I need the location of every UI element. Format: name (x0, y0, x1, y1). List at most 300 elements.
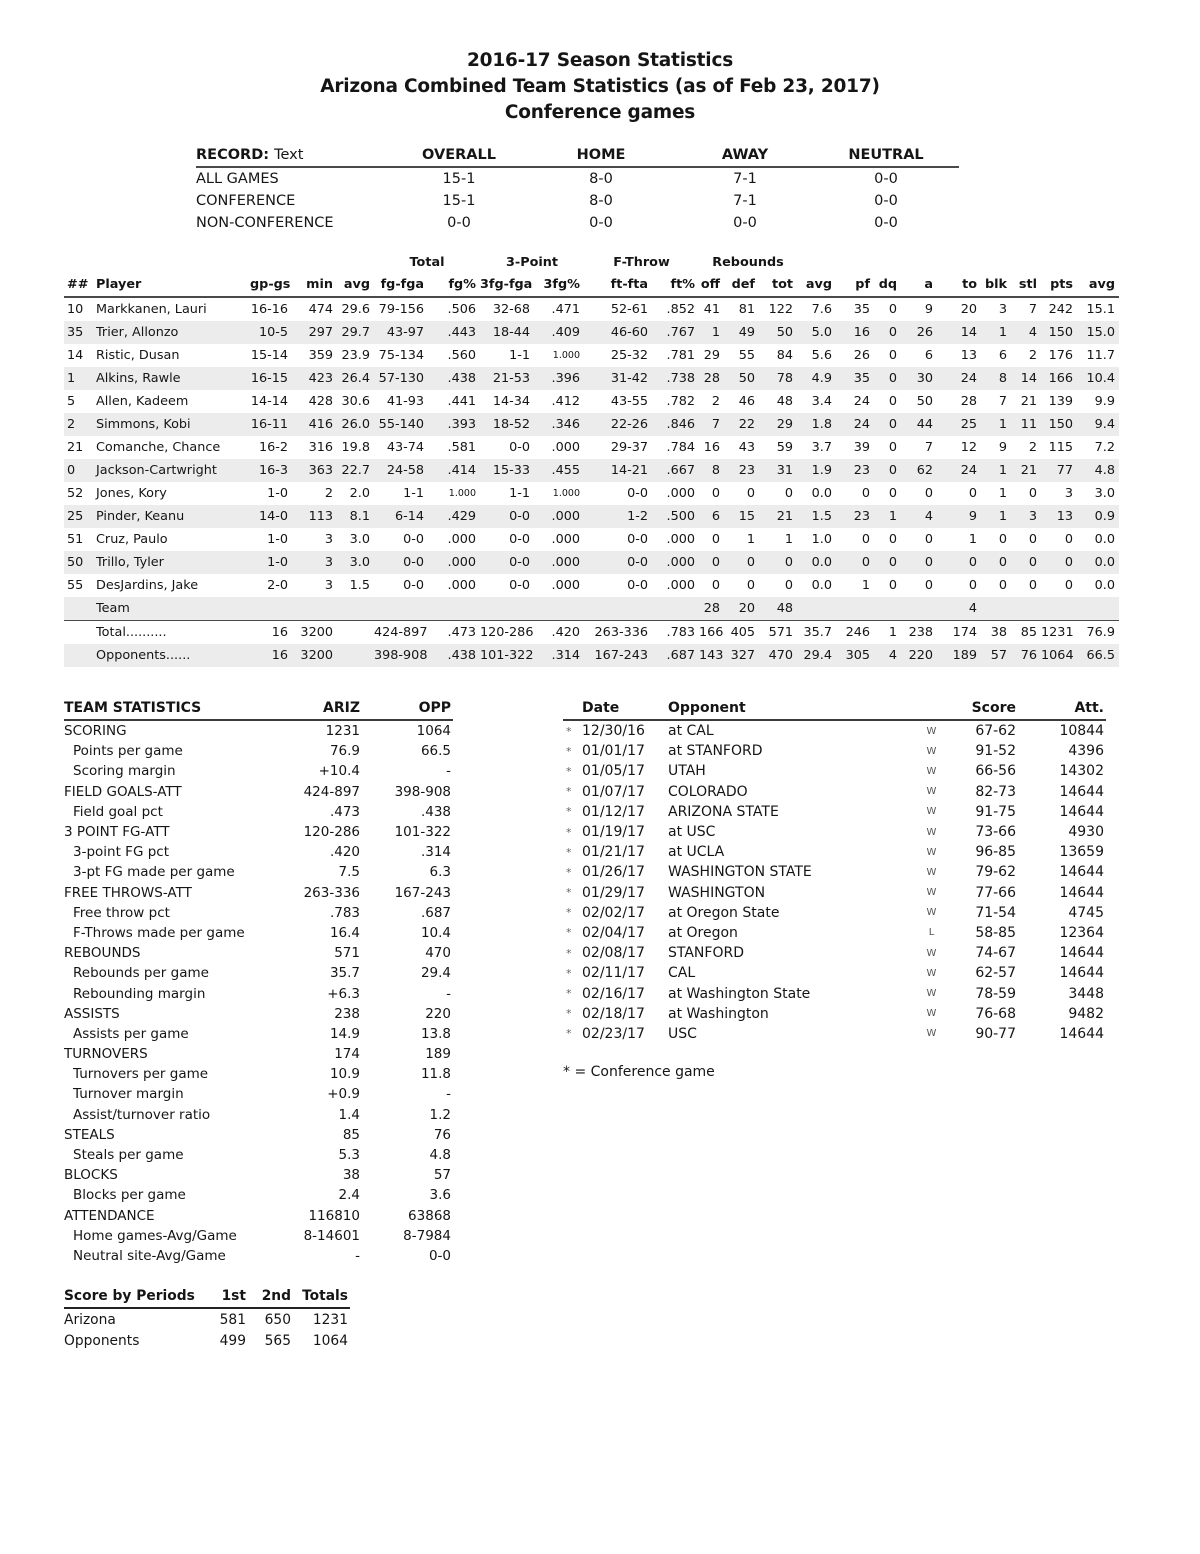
game-score: 66-56 (975, 763, 1016, 780)
game-score: 90-77 (975, 1025, 1016, 1042)
cell-avg: 3.0 (337, 551, 374, 574)
stat-label: F-Throws made per game (73, 924, 245, 941)
cell-to: 24 (937, 459, 981, 482)
first-half-score: 581 (219, 1311, 246, 1328)
game-attendance: 14644 (1059, 884, 1104, 901)
cell-to: 9 (937, 505, 981, 528)
game-result: W (926, 907, 937, 919)
team-stat-row (64, 802, 453, 822)
title-block (0, 48, 1200, 126)
cell-min: 363 (292, 459, 337, 482)
cell-ft-fta: 1-2 (584, 505, 652, 528)
stat-label: 3 POINT FG-ATT (64, 824, 170, 841)
cell-avg (337, 597, 374, 621)
stat-ariz-value: 1231 (325, 723, 360, 740)
game-date: 01/19/17 (582, 824, 645, 841)
cell-min: 2 (324, 486, 333, 501)
game-opponent: COLORADO (668, 783, 748, 800)
cell-avg: 0.0 (811, 578, 833, 593)
cell-min (292, 597, 337, 621)
cell-pf: 0 (836, 551, 874, 574)
stat-opp-value: .438 (420, 803, 451, 820)
spacer (64, 252, 374, 272)
cell-ft%: .846 (652, 413, 699, 436)
cell-3fg-fga: 32-68 (492, 302, 530, 317)
conference-game-marker: * (566, 906, 572, 920)
cell-off: 6 (699, 505, 724, 528)
stat-ariz-value: 8-14601 (303, 1227, 360, 1244)
page-title: 2016-17 Season Statistics (466, 50, 734, 71)
cell-tot: 84 (776, 348, 794, 363)
team-stat-row (64, 903, 453, 923)
record-value: 8-0 (589, 171, 613, 187)
record-col-overall: OVERALL (422, 147, 496, 163)
cell-dq: 0 (888, 532, 898, 547)
cell-3fg%: .455 (534, 459, 584, 482)
conference-game-marker: * (566, 1027, 572, 1041)
cell-pts: 150 (1041, 413, 1077, 436)
game-attendance: 14644 (1059, 965, 1104, 982)
cell-##: 10 (67, 302, 84, 317)
stat-opp-value: 13.8 (420, 1025, 451, 1042)
cell-min: 3200 (292, 644, 337, 667)
conference-game-marker: * (566, 744, 572, 758)
stat-opp-value: 6.3 (429, 864, 451, 881)
game-row (563, 741, 1106, 761)
stat-label: FIELD GOALS-ATT (64, 783, 182, 800)
cell-a: 44 (901, 413, 937, 436)
cell-3fg-fga: 21-53 (480, 367, 534, 390)
score-by-periods-table (64, 1285, 350, 1351)
conference-game-marker: * (566, 764, 572, 778)
team-stat-row (64, 862, 453, 882)
cell-fg-fga: 57-130 (374, 367, 428, 390)
game-attendance: 14644 (1059, 864, 1104, 881)
cell-avg: 11.7 (1086, 348, 1116, 363)
cell-pf: 16 (836, 321, 874, 344)
game-log-body (563, 720, 1106, 1044)
cell-dq: 1 (874, 621, 901, 645)
cell-##: 21 (67, 440, 84, 455)
cell-3fg%: .000 (551, 440, 580, 455)
cell-blk: 0 (998, 532, 1008, 547)
score-column-header: Score (958, 697, 1018, 720)
cell-avg: 0.0 (811, 486, 833, 501)
cell-avg: 26.4 (337, 367, 374, 390)
cell-ft-fta: 46-60 (584, 321, 652, 344)
cell-avg: 3.7 (811, 440, 833, 455)
cell-off: 0 (711, 486, 721, 501)
cell-off: 28 (699, 597, 724, 621)
team-stat-row (64, 983, 453, 1003)
cell-Player: Opponents...... (92, 644, 250, 667)
cell-##: 52 (67, 486, 84, 501)
date-column-header: Date (582, 697, 668, 720)
cell-stl: 0 (1028, 532, 1038, 547)
cell-avg: 0.0 (797, 551, 836, 574)
record-row-label: ALL GAMES (196, 171, 279, 187)
cell-avg: 30.6 (341, 394, 370, 409)
cell-stl: 0 (1011, 551, 1041, 574)
stat-ariz-value: 263-336 (303, 884, 360, 901)
stat-opp-value: 0-0 (428, 1247, 451, 1264)
cell-a: 220 (901, 644, 937, 667)
game-row (563, 720, 1106, 741)
cell-avg: 9.9 (1094, 394, 1116, 409)
team-stat-row (64, 1125, 453, 1145)
cell-3fg-fga: 120-286 (480, 621, 534, 645)
cell-off: 16 (703, 440, 721, 455)
cell-##: 2 (64, 413, 92, 436)
opponent-column-header: Opponent (668, 697, 905, 720)
stat-ariz-value: .420 (329, 844, 360, 861)
stat-ariz-value: .473 (329, 803, 360, 820)
conference-game-marker: * (566, 865, 572, 879)
cell-fg%: .414 (428, 459, 480, 482)
cell-ft%: .000 (666, 532, 696, 547)
game-row (563, 862, 1106, 882)
stat-ariz-value: 7.5 (338, 864, 360, 881)
column-header: avg (1077, 272, 1119, 297)
cell-min: 474 (308, 302, 333, 317)
cell-ft-fta: 0-0 (627, 486, 648, 501)
cell-avg: 3.4 (811, 394, 833, 409)
column-header: Player (92, 272, 250, 297)
stat-group-header: F-Throw (613, 254, 670, 270)
cell-fg%: .393 (428, 413, 480, 436)
cell-tot: 21 (759, 505, 797, 528)
game-row (563, 903, 1106, 923)
player-row (64, 551, 1119, 574)
cell-##: 50 (64, 551, 92, 574)
game-score: 71-54 (975, 904, 1016, 921)
game-attendance: 14644 (1059, 803, 1104, 820)
cell-avg: 4.8 (1077, 459, 1119, 482)
game-result: W (926, 806, 937, 818)
cell-to: 28 (960, 394, 978, 409)
record-row (196, 212, 959, 234)
cell-avg (337, 621, 374, 645)
stat-ariz-value: 10.9 (329, 1066, 360, 1083)
cell-avg: 66.5 (1077, 644, 1119, 667)
cell-pts: 150 (1041, 321, 1077, 344)
cell-fg%: .581 (447, 440, 476, 455)
cell-avg: 22.7 (337, 459, 374, 482)
game-score: 73-66 (975, 824, 1016, 841)
stat-label: SCORING (64, 723, 127, 740)
stat-opp-value: 189 (425, 1046, 451, 1063)
period-score-row (64, 1308, 350, 1330)
game-row (563, 842, 1106, 862)
cell-pts: 13 (1041, 505, 1077, 528)
cell-stl: 14 (1011, 367, 1041, 390)
cell-def: 81 (738, 302, 756, 317)
cell-tot: 59 (776, 440, 794, 455)
cell-ft%: .783 (652, 621, 699, 645)
team-stat-row (64, 1165, 453, 1185)
cell-to: 189 (937, 644, 981, 667)
cell-avg: 4.9 (797, 367, 836, 390)
cell-Player: Trillo, Tyler (92, 551, 250, 574)
cell-fg-fga: 0-0 (374, 551, 428, 574)
cell-fg-fga: 424-897 (374, 621, 428, 645)
cell-Player: Comanche, Chance (96, 440, 221, 455)
record-label-suffix: Text (274, 147, 304, 163)
cell-to: 14 (937, 321, 981, 344)
cell-Player: Markkanen, Lauri (96, 302, 207, 317)
game-result: W (926, 1028, 937, 1040)
column-header: stl (1011, 272, 1041, 297)
second-half-score: 565 (264, 1332, 291, 1349)
cell-off: 2 (711, 394, 721, 409)
cell-to: 25 (937, 413, 981, 436)
stat-label: Home games-Avg/Game (73, 1227, 237, 1244)
game-opponent: CAL (668, 965, 696, 982)
record-col-neutral: NEUTRAL (848, 147, 924, 163)
team-stat-row (64, 1226, 453, 1246)
stat-ariz-value: 174 (334, 1046, 360, 1063)
cell-dq: 0 (888, 302, 898, 317)
cell-avg: 3.0 (1094, 486, 1116, 501)
game-attendance: 12364 (1059, 924, 1104, 941)
cell-tot: 78 (759, 367, 797, 390)
cell-gp-gs: 1-0 (267, 532, 288, 547)
game-attendance: 4745 (1068, 904, 1104, 921)
cell-blk: 57 (981, 644, 1011, 667)
player-row (64, 297, 1119, 321)
cell-3fg%: .412 (551, 394, 580, 409)
cell-ft% (652, 597, 699, 621)
cell-avg: 0.9 (1077, 505, 1119, 528)
cell-min: 3200 (292, 621, 337, 645)
score-by-periods-heading: Score by Periods (64, 1285, 215, 1308)
game-attendance: 4396 (1068, 743, 1104, 760)
cell-gp-gs: 10-5 (250, 321, 292, 344)
cell-avg: 0.0 (1094, 578, 1116, 593)
cell-tot: 122 (768, 302, 794, 317)
game-date: 02/04/17 (582, 924, 645, 941)
cell-avg (797, 597, 836, 621)
cell-to: 20 (960, 302, 978, 317)
cell-a (901, 597, 937, 621)
page-subtitle: Arizona Combined Team Statistics (as of Feb 23, 2017) (320, 76, 880, 97)
team-statistics-body (64, 720, 453, 1266)
cell-a: 30 (901, 367, 937, 390)
cell-to: 1 (968, 532, 978, 547)
cell-avg: 26.0 (337, 413, 374, 436)
game-opponent: at USC (668, 824, 716, 841)
cell-off: 41 (703, 302, 721, 317)
cell-def: 15 (724, 505, 759, 528)
cell-a: 62 (901, 459, 937, 482)
cell-##: 5 (67, 394, 76, 409)
game-date: 01/29/17 (582, 884, 645, 901)
stat-label: Field goal pct (73, 803, 163, 820)
stat-ariz-value: 238 (334, 1005, 360, 1022)
cell-pts (1041, 597, 1077, 621)
cell-def: 50 (724, 367, 759, 390)
cell-fg%: .000 (447, 578, 476, 593)
cell-stl: 11 (1011, 413, 1041, 436)
cell-off: 7 (699, 413, 724, 436)
stat-label: Points per game (73, 743, 183, 760)
cell-ft-fta: 29-37 (610, 440, 648, 455)
cell-fg-fga: 79-156 (378, 302, 424, 317)
cell-pts: 115 (1048, 440, 1074, 455)
player-row (64, 528, 1119, 551)
record-col-home: HOME (576, 147, 626, 163)
cell-##: 25 (64, 505, 92, 528)
cell-min: 359 (308, 348, 333, 363)
cell-ft-fta: 0-0 (584, 551, 652, 574)
player-row (64, 482, 1119, 505)
cell-dq: 0 (874, 459, 901, 482)
game-attendance: 14644 (1059, 1025, 1104, 1042)
stat-label: Rebounding margin (73, 985, 206, 1002)
cell-dq: 0 (874, 413, 901, 436)
stat-label: Free throw pct (73, 904, 170, 921)
cell-avg: 7.2 (1094, 440, 1116, 455)
cell-a: 50 (916, 394, 934, 409)
cell-dq: 0 (874, 321, 901, 344)
player-row (64, 321, 1119, 344)
game-attendance: 14644 (1059, 783, 1104, 800)
cell-min: 3 (324, 578, 333, 593)
stat-opp-value: 1.2 (429, 1106, 451, 1123)
cell-avg: 2.0 (349, 486, 370, 501)
stat-ariz-value: +10.4 (318, 763, 360, 780)
record-header-row (196, 144, 959, 166)
cell-gp-gs: 1-0 (267, 486, 288, 501)
cell-3fg-fga: 0-0 (509, 440, 530, 455)
period-team-label: Arizona (64, 1311, 116, 1328)
team-stat-row (64, 1145, 453, 1165)
cell-stl: 3 (1011, 505, 1041, 528)
game-score: 78-59 (975, 985, 1016, 1002)
cell-def: 0 (724, 551, 759, 574)
cell-avg: 1.9 (797, 459, 836, 482)
cell-a: 0 (901, 551, 937, 574)
stat-group-header-row (64, 252, 1119, 272)
cell-ft-fta: 14-21 (584, 459, 652, 482)
stat-opp-value: - (446, 985, 451, 1002)
cell-3fg%: .000 (551, 532, 580, 547)
cell-min: 297 (292, 321, 337, 344)
game-attendance: 3448 (1068, 985, 1104, 1002)
column-header: fg-fga (374, 272, 428, 297)
game-result: W (926, 1008, 937, 1020)
cell-## (64, 621, 92, 645)
att-column-header: Att. (1018, 697, 1106, 720)
game-score: 91-75 (975, 803, 1016, 820)
cell-off: 0 (699, 551, 724, 574)
record-row-label: CONFERENCE (196, 193, 296, 209)
team-stat-row (64, 1004, 453, 1024)
team-stat-row (64, 1064, 453, 1084)
cell-3fg%: .471 (551, 302, 580, 317)
conference-game-marker: * (566, 724, 572, 738)
cell-pts: 166 (1041, 367, 1077, 390)
cell-fg%: .506 (447, 302, 476, 317)
conference-game-marker: * (566, 886, 572, 900)
cell-dq: 0 (874, 367, 901, 390)
result-column-header (905, 697, 958, 720)
cell-tot: 1 (784, 532, 794, 547)
cell-blk: 6 (998, 348, 1008, 363)
first-half-score: 499 (219, 1332, 246, 1349)
cell-ft%: .000 (666, 486, 696, 501)
cell-## (64, 597, 92, 621)
cell-blk: 0 (998, 578, 1008, 593)
game-date: 01/12/17 (582, 803, 645, 820)
team-stat-row (64, 1246, 453, 1266)
stat-opp-value: 10.4 (420, 924, 451, 941)
cell-stl: 2 (1028, 440, 1038, 455)
game-row (563, 883, 1106, 903)
cell-dq: 0 (874, 551, 901, 574)
cell-fg%: .438 (428, 644, 480, 667)
cell-stl: 21 (1011, 459, 1041, 482)
cell-def: 23 (724, 459, 759, 482)
cell-def: 55 (738, 348, 756, 363)
column-header: ft% (652, 272, 699, 297)
column-header: dq (874, 272, 901, 297)
team-stat-row (64, 1206, 453, 1226)
team-stat-row (64, 720, 453, 741)
cell-fg-fga: 6-14 (374, 505, 428, 528)
stat-opp-value: 3.6 (429, 1187, 451, 1204)
game-attendance: 4930 (1068, 824, 1104, 841)
game-opponent: WASHINGTON (668, 884, 766, 901)
stat-label: Turnover margin (73, 1086, 184, 1103)
stat-opp-value: - (446, 763, 451, 780)
record-value: 8-0 (589, 193, 613, 209)
star-column-header (563, 697, 582, 720)
cell-a: 6 (924, 348, 934, 363)
cell-fg%: .000 (428, 551, 480, 574)
cell-a: 4 (901, 505, 937, 528)
cell-blk: 3 (998, 302, 1008, 317)
stat-label: Assist/turnover ratio (73, 1106, 211, 1123)
cell-ft%: .000 (666, 578, 696, 593)
opp-column-header: OPP (362, 697, 453, 720)
cell-pf: 35 (853, 302, 871, 317)
cell-fg-fga: 24-58 (374, 459, 428, 482)
cell-Player: Total.......... (92, 621, 250, 645)
column-header: 3fg% (534, 272, 584, 297)
cell-stl (1011, 597, 1041, 621)
cell-gp-gs: 15-14 (250, 348, 288, 363)
cell-blk: 1 (981, 413, 1011, 436)
cell-def: 20 (724, 597, 759, 621)
cell-pts: 3 (1064, 486, 1074, 501)
spacer (797, 252, 1119, 272)
record-label-bold: RECORD: (196, 147, 270, 163)
conference-game-marker: * (566, 926, 572, 940)
cell-3fg%: .396 (534, 367, 584, 390)
game-result: W (926, 765, 937, 777)
first-half-header: 1st (215, 1285, 248, 1308)
game-opponent: at Washington State (668, 985, 811, 1002)
record-value: 0-0 (447, 215, 471, 231)
cell-pf (836, 597, 874, 621)
cell-3fg-fga: 18-52 (480, 413, 534, 436)
conference-game-marker: * (566, 1007, 572, 1021)
cell-Player: Jackson-Cartwright (92, 459, 250, 482)
cell-pts: 176 (1048, 348, 1074, 363)
cell-gp-gs: 2-0 (267, 578, 288, 593)
cell-##: 55 (67, 578, 84, 593)
